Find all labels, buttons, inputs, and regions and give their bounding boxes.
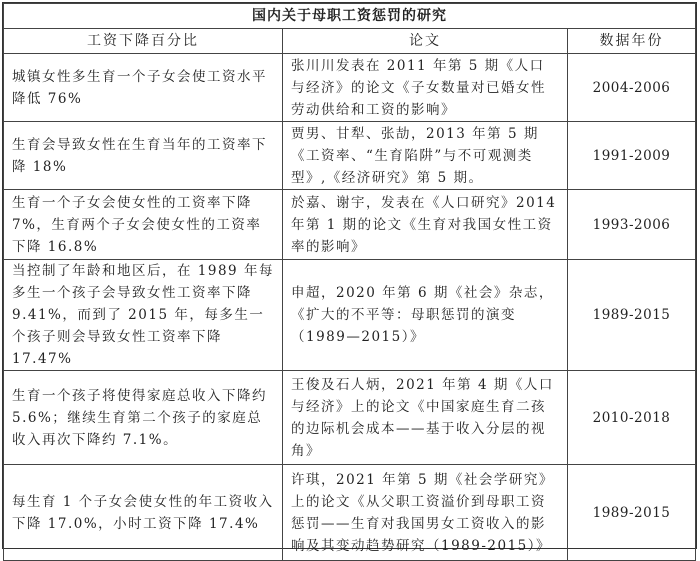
header-data-years: 数据年份 <box>568 29 696 54</box>
table-row <box>4 190 696 260</box>
table-row <box>4 465 696 561</box>
cell-data-years: 2004-2006 <box>568 54 696 122</box>
table-row <box>4 371 696 465</box>
cell-paper: 申超，2020 年第 6 期《社会》杂志，《扩大的不平等：母职惩罚的演变（1989—2015）》 <box>283 260 568 371</box>
cell-paper: 王俊及石人炳，2021 年第 4 期《人口与经济》上的论文《中国家庭生育二孩的边际机会成本——基于收入分层的视角》 <box>283 371 568 465</box>
header-wage-decline: 工资下降百分比 <box>4 29 283 54</box>
cell-paper: 贾男、甘犁、张劼，2013 年第 5 期《工资率、“生育陷阱”与不可观测类型》,《经济研究》第 5 期。 <box>283 122 568 190</box>
cell-data-years: 1993-2006 <box>568 190 696 260</box>
research-table-container <box>2 2 697 554</box>
table-row <box>4 54 696 122</box>
cell-data-years: 1991-2009 <box>568 122 696 190</box>
cell-wage-decline: 每生育 1 个子女会使女性的年工资收入下降 17.0%，小时工资下降 17.4% <box>4 465 283 561</box>
cell-data-years: 2010-2018 <box>568 371 696 465</box>
cell-paper: 张川川发表在 2011 年第 5 期《人口与经济》的论文《子女数量对已婚女性劳动供给和工资的影响》 <box>283 54 568 122</box>
table-row <box>4 260 696 371</box>
cell-wage-decline: 生育一个子女会使女性的工资率下降7%，生育两个子女会使女性的工资率下降 16.8% <box>4 190 283 260</box>
cell-paper: 许琪，2021 年第 5 期《社会学研究》上的论文《从父职工资溢价到母职工资惩罚——生育对我国男女工资收入的影响及其变动趋势研究（1989-2015）》 <box>283 465 568 561</box>
cell-paper: 於嘉、谢宇，发表在《人口研究》2014年第 1 期的论文《生育对我国女性工资率的影响》 <box>283 190 568 260</box>
table-row <box>4 122 696 190</box>
mother-wage-penalty-table <box>3 3 696 561</box>
cell-wage-decline: 生育一个孩子将使得家庭总收入下降约 5.6%；继续生育第二个孩子的家庭总收入再次下降约 7.1%。 <box>4 371 283 465</box>
header-paper: 论文 <box>283 29 568 54</box>
cell-wage-decline: 生育会导致女性在生育当年的工资率下降 18% <box>4 122 283 190</box>
table-header-row <box>4 29 696 54</box>
cell-data-years: 1989-2015 <box>568 465 696 561</box>
cell-wage-decline: 当控制了年龄和地区后，在 1989 年每多生一个孩子会导致女性工资率下降9.41%，而到了 2015 年，每多生一个孩子则会导致女性工资率下降 17.47% <box>4 260 283 371</box>
cell-wage-decline: 城镇女性多生育一个子女会使工资水平降低 76% <box>4 54 283 122</box>
table-title: 国内关于母职工资惩罚的研究 <box>4 4 696 29</box>
cell-data-years: 1989-2015 <box>568 260 696 371</box>
table-title-row <box>4 4 696 29</box>
